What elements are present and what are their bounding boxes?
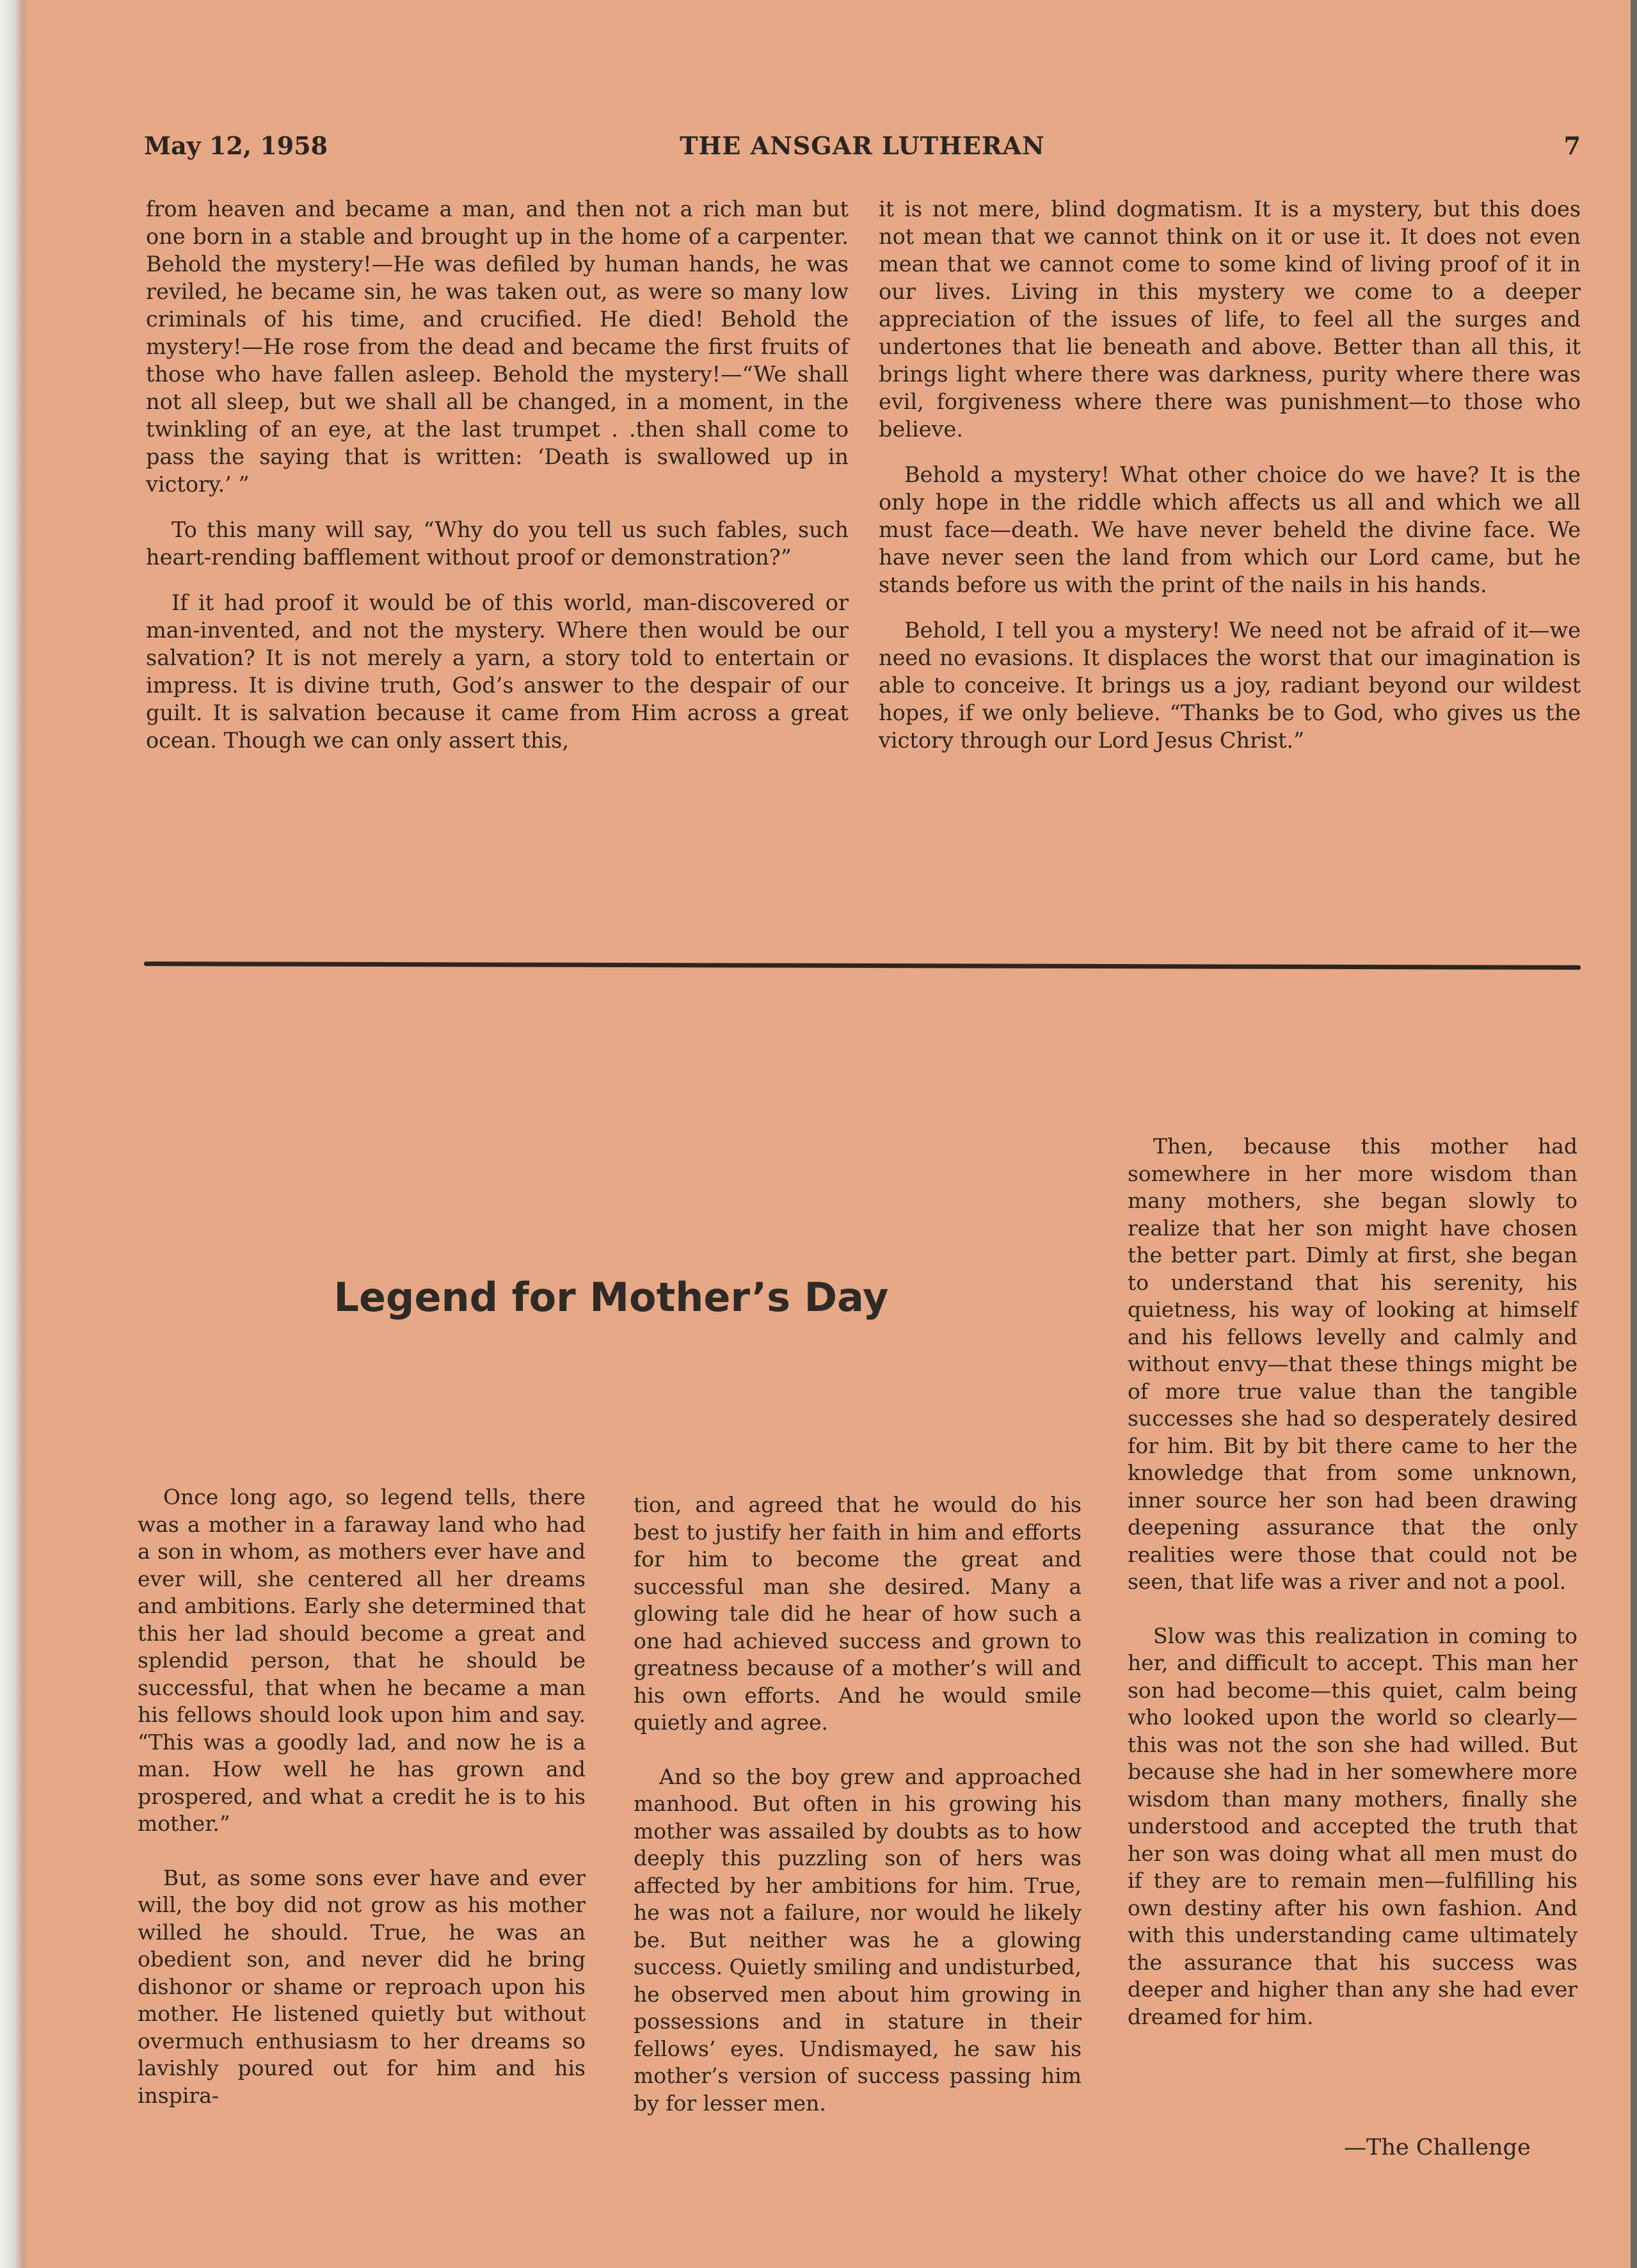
section-divider (144, 961, 1581, 970)
story-column-2 (634, 1492, 1082, 2144)
story-column-1 (138, 1484, 586, 2136)
article-paragraph: Behold, I tell you a mystery! We need not be afraid of it—we need no evasions. It displaces the worst that our imagination is able to conceive. It brings us a joy, radiant beyond our wildest hopes, if we only believe. “Thanks be to God, who gives us the victory through our Lord Jesus Christ.” (879, 618, 1581, 753)
story-paragraph: Once long ago, so legend tells, there was a mother in a faraway land who had a son in whom, as mothers ever have and ever will, she centered all her dreams and ambitions. Early she determined that this her lad should become a great and splendid person, that he should be successful, that when he became a man his fellows should look upon him and say. “This was a goodly lad, and now he is a man. How well he has grown and prospered, and what a credit he is to his mother.” (138, 1484, 586, 1836)
article-paragraph: If it had proof it would be of this world, man-discovered or man-invented, and not the mystery. Where then would be our salvation? It is not merely a yarn, a story told to entertain or impress. It is divine truth, God’s answer to the despair of our guilt. It is salvation because it came from Him across a great ocean. Though we can only assert this, (146, 590, 849, 753)
page-number: 7 (1563, 131, 1581, 160)
article-column-left (146, 195, 849, 772)
story-paragraph: Then, because this mother had somewhere in her more wisdom than many mothers, she began slowly to realize that her son might have chosen the better part. Dimly at first, she began to understand that his serenity, his quietness, his way of looking at himself and his fellows levelly and calmly and without envy—that these things might be of more true value than the tangible successes she had so desperately desired for him. Bit by bit there came to her the knowledge that from some unknown, inner source her son had been drawing deepening assurance that the only realities were those that could not be seen, that life was a river and not a pool. (1128, 1134, 1577, 1594)
story-title: Legend for Mother’s Day (333, 1274, 889, 1321)
article-paragraph: Behold a mystery! What other choice do we have? It is the only hope in the riddle which affects us all and which we all must face—death. We have never beheld the divine face. We have never seen the land from which our Lord came, but he stands before us with the print of the nails in his hands. (879, 462, 1581, 597)
story-column-3 (1128, 1133, 1577, 2057)
article-paragraph: from heaven and became a man, and then not a rich man but one born in a stable and brought up in the home of a carpenter. Behold the mystery!—He was defiled by human hands, he was reviled, he became sin, he was taken out, as were so many low criminals of his time, and crucified. He died! Behold the mystery!—He rose from the dead and became the first fruits of those who have fallen asleep. Behold the mystery!—“We shall not all sleep, but we shall all be changed, in a moment, in the twinkling of an eye, at the last trumpet . .then shall come to pass the saying that is written: ‘Death is swallowed up in victory.’ ” (146, 197, 849, 497)
article-paragraph: To this many will say, “Why do you tell us such fables, such heart-rending bafflement without proof or demonstration?” (146, 517, 849, 570)
issue-date: May 12, 1958 (144, 131, 328, 160)
publication-title: THE ANSGAR LUTHERAN (680, 131, 1045, 160)
story-paragraph: tion, and agreed that he would do his best to justify her faith in him and efforts for him to become the great and successful man she desired. Many a glowing tale did he hear of how such a one had achieved success and grown to greatness because of a mother’s will and his own efforts. And he would smile quietly and agree. (634, 1492, 1082, 1735)
story-attribution: —The Challenge (1344, 2135, 1531, 2160)
page-header (144, 131, 1581, 170)
story-paragraph: Slow was this realization in coming to her, and difficult to accept. This man her son had become—this quiet, calm being who looked upon the world so clearly—this was not the son she had willed. But because she had in her somewhere more wisdom than many mothers, finally she understood and accepted the truth that her son was doing what all men must do if they are to remain men—fulfilling his own destiny after his own fashion. And with this understanding came ultimately the assurance that his success was deeper and higher than any she had ever dreamed for him. (1128, 1623, 1577, 2029)
article-paragraph: it is not mere, blind dogmatism. It is a mystery, but this does not mean that we cannot think on it or use it. It does not even mean that we cannot come to some kind of living proof of it in our lives. Living in this mystery we come to a deeper appreciation of the issues of life, to feel all the surges and undertones that lie beneath and above. Better than all this, it brings light where there was darkness, purity where there was evil, forgiveness where there was punishment—to those who believe. (879, 197, 1581, 442)
page-right-edge (1631, 0, 1637, 2268)
article-column-right (879, 195, 1581, 772)
story-paragraph: But, as some sons ever have and ever will, the boy did not grow as his mother willed he should. True, he was an obedient son, and never did he bring dishonor or shame or reproach upon his mother. He listened quietly but without overmuch enthusiasm to her dreams so lavishly poured out for him and his inspira- (138, 1865, 586, 2108)
page-left-edge (0, 0, 28, 2268)
story-paragraph: And so the boy grew and approached manhood. But often in his growing his mother was assailed by doubts as to how deeply this puzzling son of hers was affected by her ambitions for him. True, he was not a failure, nor would he likely be. But neither was he a glowing success. Quietly smiling and undisturbed, he observed men about him growing in possessions and in stature in their fellows’ eyes. Undismayed, he saw his mother’s version of success passing him by for lesser men. (634, 1764, 1082, 2116)
